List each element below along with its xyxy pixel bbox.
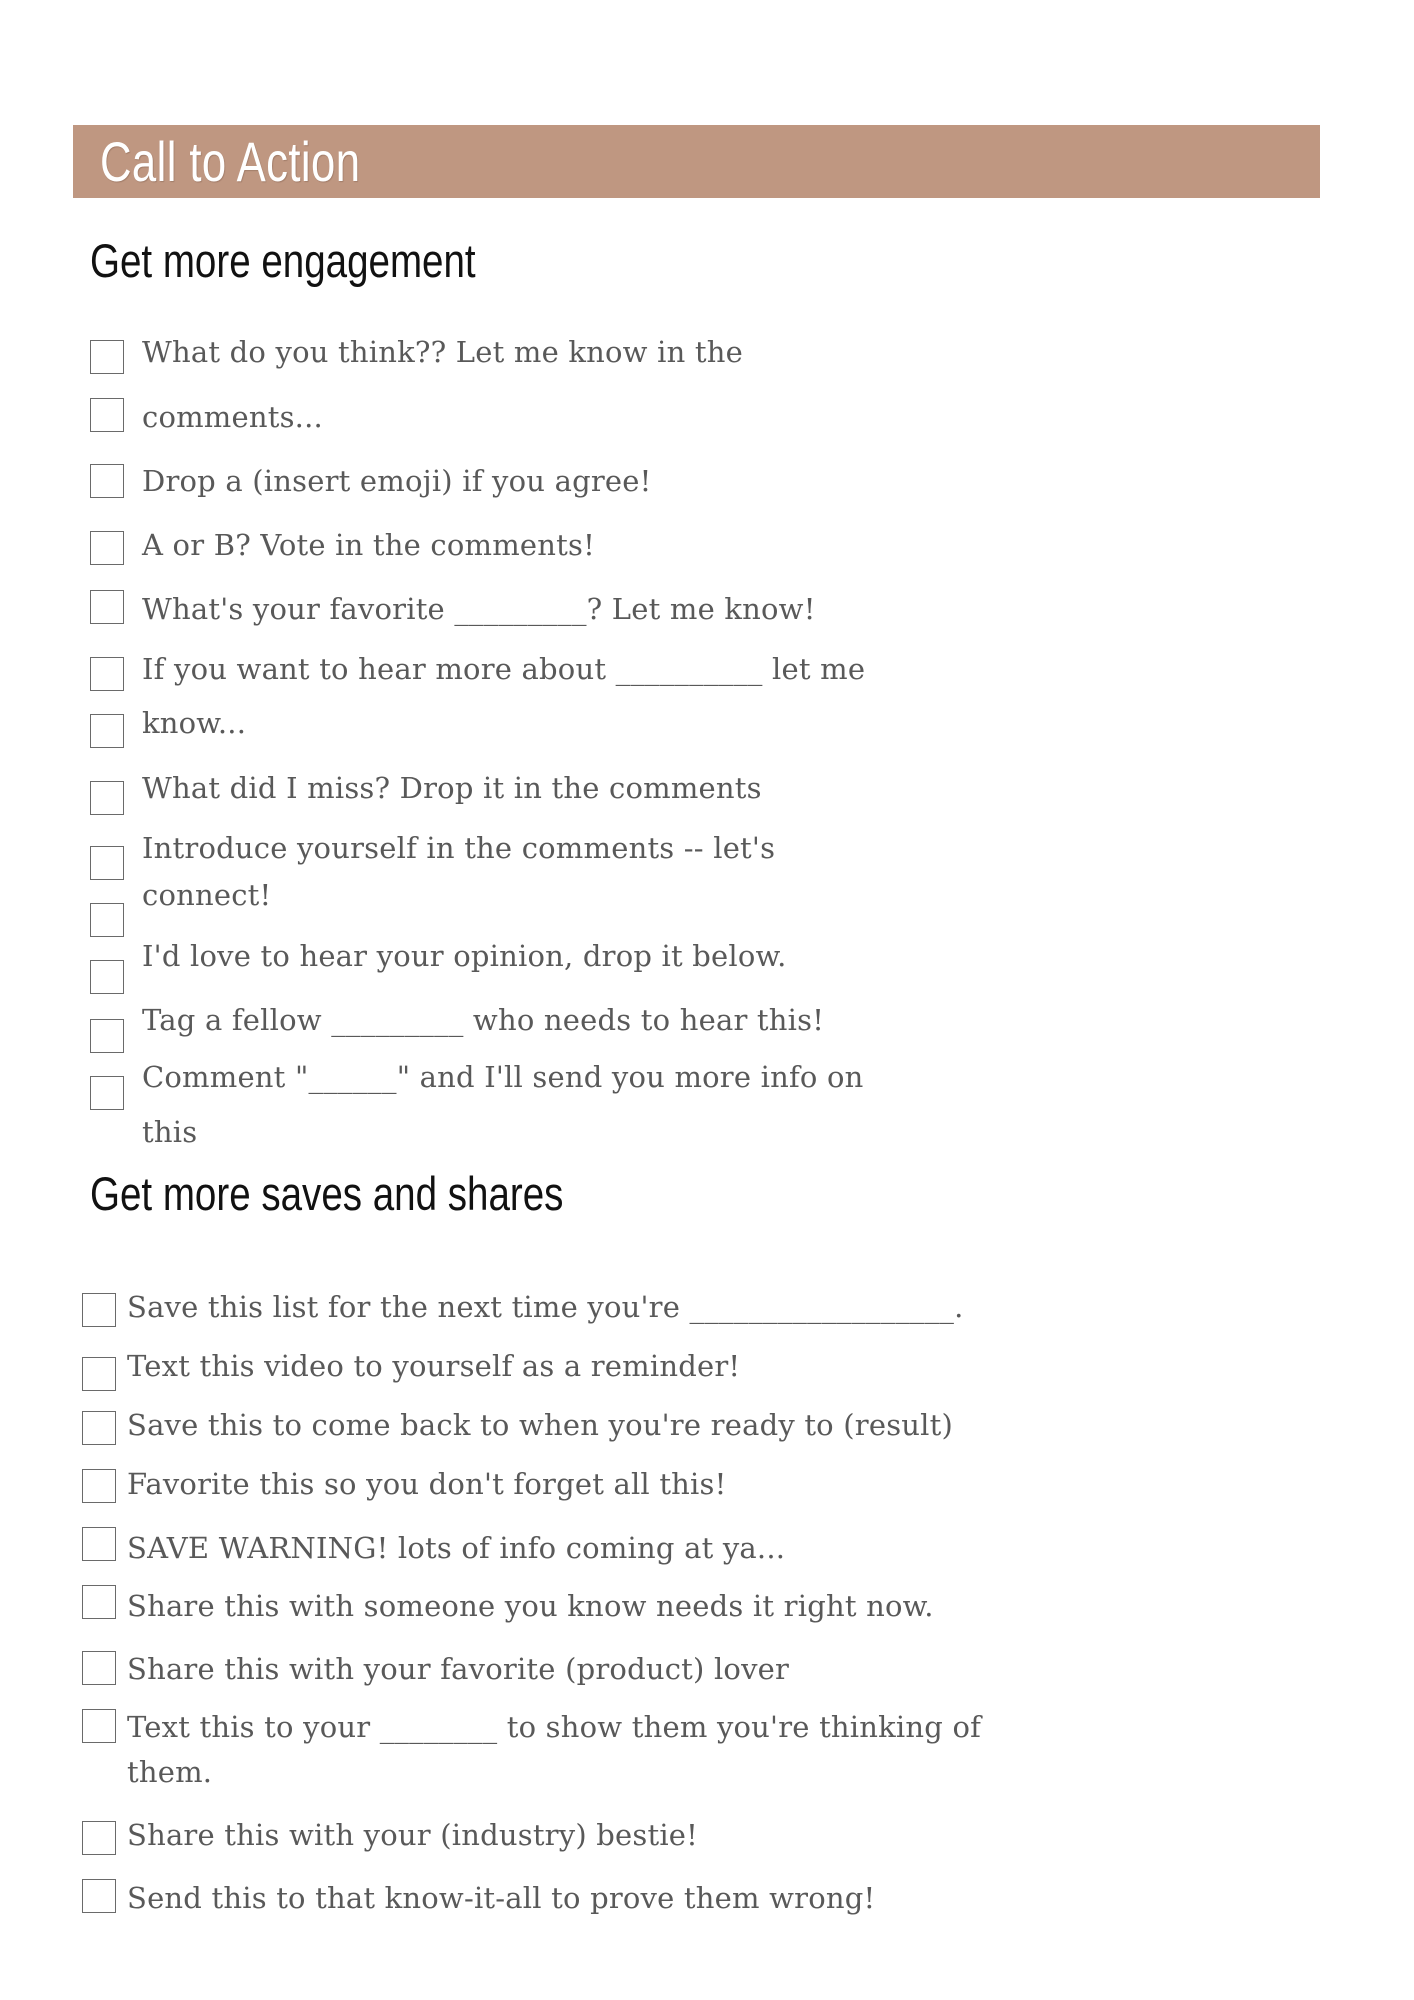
list-item-text: A or B? Vote in the comments! (142, 528, 595, 562)
checkbox[interactable] (90, 781, 124, 815)
checkbox[interactable] (82, 1709, 116, 1743)
checkbox[interactable] (90, 1076, 124, 1110)
list-item-text: Favorite this so you don't forget all this! (127, 1467, 727, 1501)
checkbox[interactable] (82, 1651, 116, 1685)
list-item-text: know... (142, 706, 247, 740)
checkbox[interactable] (90, 464, 124, 498)
list-item-text: Text this video to yourself as a reminder! (127, 1349, 741, 1383)
checkbox[interactable] (90, 657, 124, 691)
section-heading-engagement: Get more engagement (90, 234, 476, 287)
checkbox[interactable] (82, 1469, 116, 1503)
list-item-text: I'd love to hear your opinion, drop it below. (142, 939, 787, 973)
checkbox[interactable] (90, 340, 124, 374)
checkbox[interactable] (82, 1293, 116, 1327)
list-item-text: What's your favorite _________? Let me know! (142, 592, 816, 626)
list-item-text: this (142, 1115, 198, 1149)
checkbox[interactable] (82, 1357, 116, 1391)
list-item-text: What do you think?? Let me know in the (142, 335, 743, 369)
checkbox[interactable] (82, 1879, 116, 1913)
checkbox[interactable] (82, 1527, 116, 1561)
checkbox[interactable] (90, 714, 124, 748)
list-item-text: connect! (142, 878, 272, 912)
checkbox[interactable] (82, 1585, 116, 1619)
list-item-text: Save this to come back to when you're ready to (result) (127, 1408, 954, 1442)
checkbox[interactable] (82, 1411, 116, 1445)
list-item-text: Share this with your (industry) bestie! (127, 1818, 699, 1852)
list-item-text: Share this with your favorite (product) lover (127, 1652, 790, 1686)
list-item-text: Drop a (insert emoji) if you agree! (142, 464, 652, 498)
list-item-text: Save this list for the next time you're __________________. (127, 1290, 964, 1324)
checkbox[interactable] (90, 903, 124, 937)
checkbox[interactable] (90, 846, 124, 880)
list-item-text: Comment "______" and I'll send you more info on (142, 1060, 864, 1094)
title-banner (73, 125, 1320, 198)
list-item-text: What did I miss? Drop it in the comments (142, 771, 762, 805)
section-heading-saves-shares: Get more saves and shares (90, 1167, 564, 1220)
checkbox[interactable] (90, 1019, 124, 1053)
checkbox[interactable] (90, 531, 124, 565)
list-item-text: comments... (142, 400, 323, 434)
list-item-text: them. (127, 1755, 213, 1789)
page-title: Call to Action (100, 130, 361, 193)
checkbox[interactable] (82, 1821, 116, 1855)
list-item-text: SAVE WARNING! lots of info coming at ya... (127, 1531, 786, 1565)
list-item-text: Tag a fellow _________ who needs to hear this! (142, 1003, 825, 1037)
checkbox[interactable] (90, 590, 124, 624)
checkbox[interactable] (90, 398, 124, 432)
list-item-text: Send this to that know-it-all to prove them wrong! (127, 1881, 876, 1915)
checkbox[interactable] (90, 960, 124, 994)
list-item-text: Share this with someone you know needs it right now. (127, 1589, 934, 1623)
list-item-text: If you want to hear more about __________ let me (142, 652, 866, 686)
list-item-text: Introduce yourself in the comments -- let's (142, 831, 776, 865)
list-item-text: Text this to your ________ to show them you're thinking of (127, 1710, 982, 1744)
